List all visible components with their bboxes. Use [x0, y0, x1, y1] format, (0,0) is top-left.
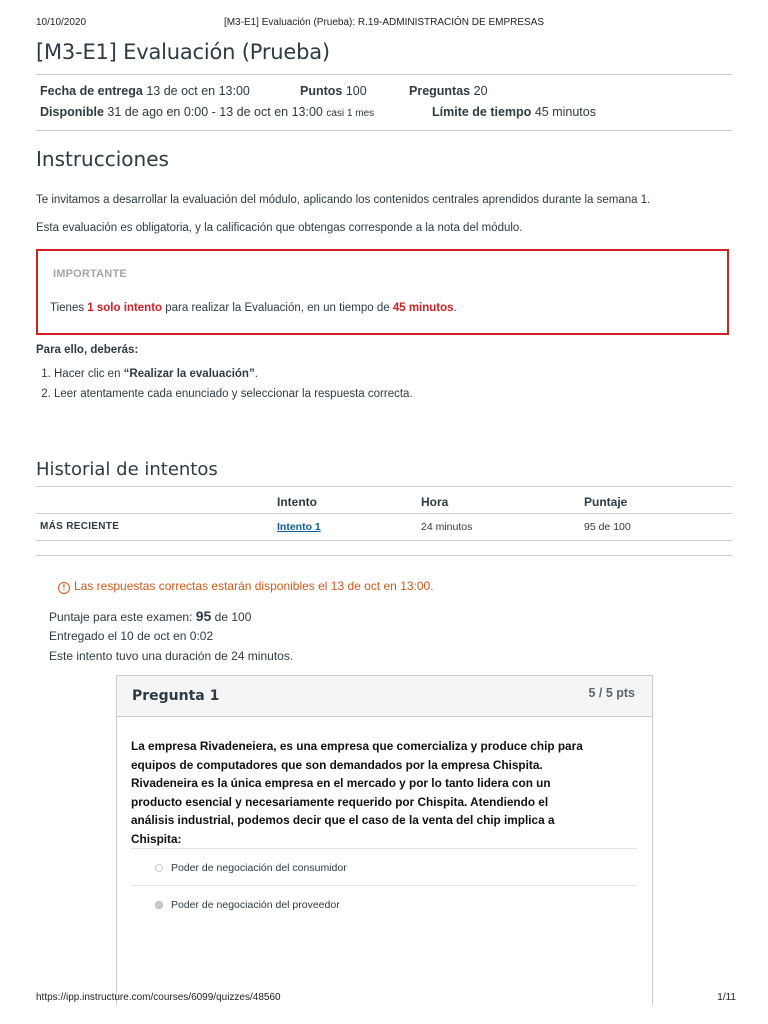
print-url: https://ipp.instructure.com/courses/6099/quizzes/48560 — [36, 992, 281, 1003]
divider — [36, 540, 732, 541]
question-title: Pregunta 1 — [132, 688, 220, 704]
row-label: MÁS RECIENTE — [40, 521, 120, 532]
print-header — [0, 17, 768, 31]
answer-option: Poder de negociación del consumidor — [171, 862, 347, 874]
score-text: Puntaje para este examen: — [49, 610, 196, 624]
step-bold: “Realizar la evaluación” — [123, 368, 255, 380]
list-item — [54, 364, 413, 384]
exam-score — [49, 608, 251, 624]
instructions-paragraph: Esta evaluación es obligatoria, y la calificación que obtengas corresponde a la nota del módulo. — [36, 222, 523, 234]
instructions-paragraph: Te invitamos a desarrollar la evaluación del módulo, aplicando los contenidos centrales aprendidos durante la semana 1. — [36, 194, 651, 206]
available-note: casi 1 mes — [326, 108, 375, 119]
print-title: [M3-E1] Evaluación (Prueba): R.19-ADMINISTRACIÓN DE EMPRESAS — [223, 17, 545, 28]
list-item: 2. Leer atentamente cada enunciado y seleccionar la respuesta correcta. — [54, 384, 413, 404]
print-footer — [0, 992, 768, 1006]
due-value: 13 de oct en 13:00 — [146, 84, 250, 98]
divider — [36, 555, 732, 556]
page-title: [M3-E1] Evaluación (Prueba) — [36, 40, 330, 64]
divider — [131, 848, 637, 849]
important-text — [50, 302, 457, 314]
print-date: 10/10/2020 — [36, 17, 87, 28]
answers-availability-warning — [58, 579, 434, 594]
questions-value: 20 — [473, 84, 488, 98]
question-header — [117, 676, 652, 717]
history-heading: Historial de intentos — [36, 459, 218, 480]
submitted-text: Entregado el 10 de oct en 0:02 — [49, 629, 214, 643]
attempt-highlight: 1 solo intento — [87, 302, 163, 314]
important-notice — [36, 249, 729, 335]
time-highlight: 45 minutos — [392, 302, 454, 314]
divider — [36, 74, 732, 75]
time-limit-value: 45 minutos — [534, 105, 596, 119]
warning-icon: ! — [58, 582, 70, 594]
important-label: IMPORTANTE — [53, 268, 127, 280]
answer-radio[interactable] — [155, 864, 163, 872]
attempt-time: 24 minutos — [421, 521, 473, 533]
due-date — [40, 84, 250, 98]
questions — [409, 84, 488, 98]
answer-option: Poder de negociación del proveedor — [171, 899, 340, 911]
column-header-attempt: Intento — [277, 495, 317, 509]
score-text: de 100 — [211, 610, 252, 624]
page-number: 1/11 — [717, 992, 736, 1003]
column-header-score: Puntaje — [584, 495, 628, 509]
divider — [36, 130, 732, 131]
important-text-part: . — [453, 302, 457, 314]
step-text: . — [254, 368, 258, 380]
time-limit-label: Límite de tiempo — [432, 105, 532, 119]
steps-list — [36, 364, 413, 404]
answer-radio-selected[interactable] — [155, 901, 163, 909]
step-text: Hacer clic en — [54, 368, 124, 380]
divider — [36, 486, 732, 487]
steps-intro: Para ello, deberás: — [36, 344, 139, 356]
time-limit — [432, 105, 596, 119]
question-text: La empresa Rivadeneiera, es una empresa que comercializa y produce chip para equipos de computadores que son demandados por la empresa Chispita. Rivadeneira es la única empresa en el mercado y por lo tanto lidera con un producto esencial y necesariamente requerido por Chispita. Atendiendo el análisis industrial, podemos decir que el caso de la venta del chip implica a Chispita: — [131, 739, 583, 846]
question-card — [116, 675, 653, 1005]
points — [300, 84, 367, 98]
available-label: Disponible — [40, 105, 104, 119]
question-points: 5 / 5 pts — [588, 686, 635, 700]
divider — [131, 885, 637, 886]
score-value: 95 — [195, 608, 212, 624]
available-value: 31 de ago en 0:00 - 13 de oct en 13:00 — [107, 105, 323, 119]
points-label: Puntos — [300, 84, 343, 98]
attempt-score: 95 de 100 — [584, 521, 631, 533]
duration-text: Este intento tuvo una duración de 24 minutos. — [49, 649, 294, 663]
availability — [40, 105, 374, 119]
attempt-link[interactable]: Intento 1 — [277, 521, 321, 533]
column-header-time: Hora — [421, 495, 449, 509]
important-text-part: Tienes — [50, 302, 88, 314]
questions-label: Preguntas — [409, 84, 471, 98]
important-text-part: para realizar la Evaluación, en un tiempo de — [162, 302, 393, 314]
due-label: Fecha de entrega — [40, 84, 143, 98]
table-row — [36, 514, 732, 540]
instructions-heading: Instrucciones — [36, 147, 169, 171]
warning-text: Las respuestas correctas estarán disponibles el 13 de oct en 13:00. — [74, 579, 434, 593]
points-value: 100 — [345, 84, 367, 98]
